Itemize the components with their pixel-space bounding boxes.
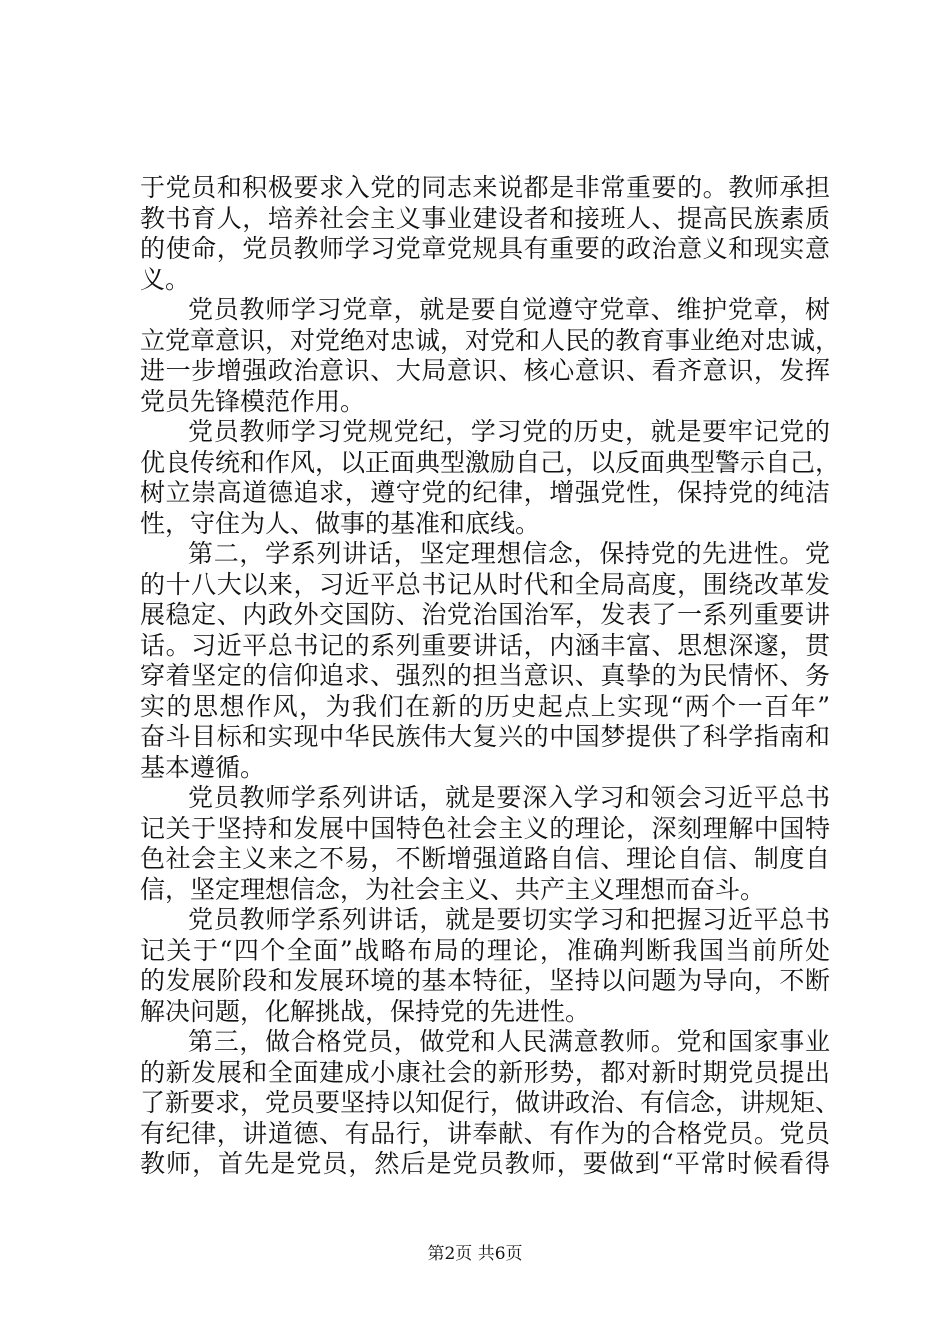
text-line: 色社会主义来之不易，不断增强道路自信、理论自信、制度自 bbox=[140, 844, 830, 873]
text-line: 的十八大以来，习近平总书记从时代和全局高度，围绕改革发 bbox=[140, 569, 830, 599]
text-line: 实的思想作风，为我们在新的历史起点上实现“两个一百年” bbox=[140, 691, 830, 721]
text-line: 了新要求，党员要坚持以知促行，做讲政治、有信念，讲规矩、 bbox=[140, 1088, 841, 1117]
text-line: 第二，学系列讲话，坚定理想信念，保持党的先进性。党 bbox=[188, 539, 830, 568]
text-line: 立党章意识，对党绝对忠诚，对党和人民的教育事业绝对忠诚， bbox=[140, 325, 841, 355]
text-line: 优良传统和作风，以正面典型激励自己，以反面典型警示自己， bbox=[140, 447, 841, 477]
text-line: 信，坚定理想信念，为社会主义、共产主义理想而奋斗。 bbox=[140, 874, 766, 904]
text-line: 话。习近平总书记的系列重要讲话，内涵丰富、思想深邃，贯 bbox=[140, 630, 830, 660]
text-line: 穿着坚定的信仰追求、强烈的担当意识、真挚的为民情怀、务 bbox=[140, 661, 830, 690]
page-number-footer: 第2页 共6页 bbox=[427, 1244, 523, 1264]
text-line: 义。 bbox=[140, 264, 191, 294]
text-line: 党员教师学系列讲话，就是要深入学习和领会习近平总书 bbox=[188, 783, 830, 812]
text-line: 展稳定、内政外交国防、治党治国治军，发表了一系列重要讲 bbox=[140, 600, 830, 629]
body-text bbox=[140, 173, 841, 1180]
text-line: 解决问题，化解挑战，保持党的先进性。 bbox=[140, 996, 591, 1026]
text-line: 第三，做合格党员，做党和人民满意教师。党和国家事业 bbox=[188, 1027, 830, 1056]
text-line: 的发展阶段和发展环境的基本特征，坚持以问题为导向，不断 bbox=[140, 966, 830, 995]
text-line: 党员教师学习党章，就是要自觉遵守党章、维护党章，树 bbox=[188, 295, 830, 324]
text-line: 的使命，党员教师学习党章党规具有重要的政治意义和现实意 bbox=[140, 234, 830, 263]
text-line: 教书育人，培养社会主义事业建设者和接班人、提高民族素质 bbox=[140, 203, 830, 233]
text-line: 性，守住为人、做事的基准和底线。 bbox=[140, 508, 541, 538]
text-line: 记关于“四个全面”战略布局的理论，准确判断我国当前所处 bbox=[140, 935, 830, 965]
text-line: 党员教师学习党规党纪，学习党的历史，就是要牢记党的 bbox=[188, 417, 830, 446]
text-line: 进一步增强政治意识、大局意识、核心意识、看齐意识，发挥 bbox=[140, 356, 830, 385]
text-line: 党员先锋模范作用。 bbox=[140, 386, 366, 416]
text-line: 树立崇高道德追求，遵守党的纪律，增强党性，保持党的纯洁 bbox=[140, 478, 830, 507]
text-line: 有纪律，讲道德、有品行，讲奉献、有作为的合格党员。党员 bbox=[140, 1118, 830, 1148]
text-line: 教师，首先是党员，然后是党员教师，要做到“平常时候看得 bbox=[140, 1149, 830, 1178]
text-line: 的新发展和全面建成小康社会的新形势，都对新时期党员提出 bbox=[140, 1057, 830, 1087]
text-line: 记关于坚持和发展中国特色社会主义的理论，深刻理解中国特 bbox=[140, 813, 830, 843]
text-line: 党员教师学系列讲话，就是要切实学习和把握习近平总书 bbox=[188, 905, 830, 934]
text-line: 基本遵循。 bbox=[140, 752, 266, 782]
text-line: 于党员和积极要求入党的同志来说都是非常重要的。教师承担 bbox=[140, 173, 830, 202]
text-line: 奋斗目标和实现中华民族伟大复兴的中国梦提供了科学指南和 bbox=[140, 722, 830, 751]
